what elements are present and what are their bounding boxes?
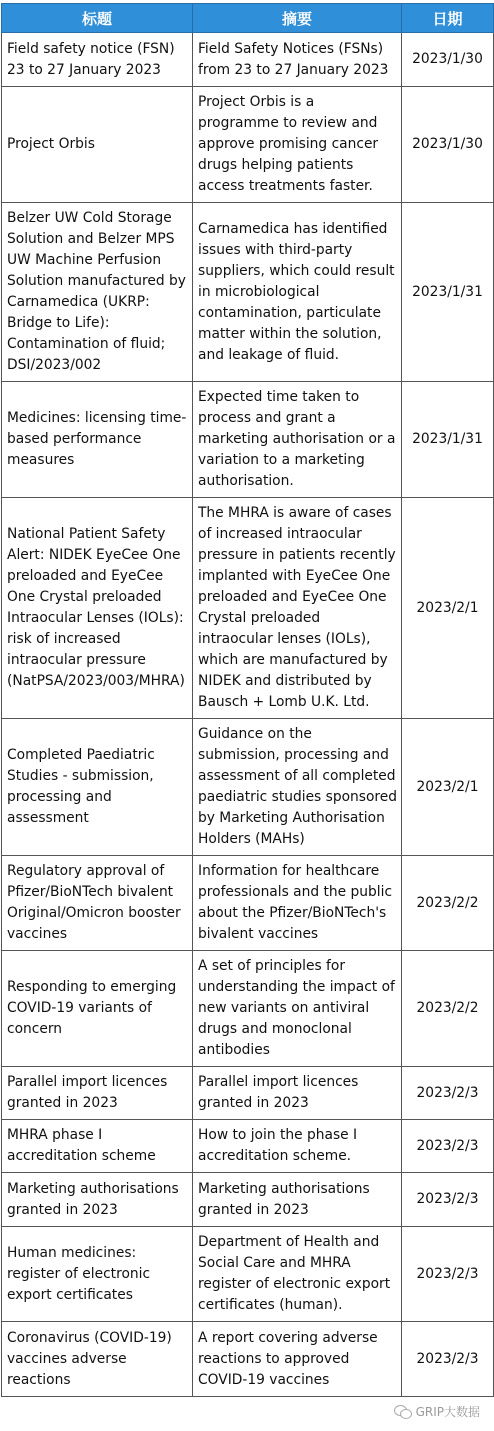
row-summary: Carnamedica has identified issues with third-party suppliers, which could result in microbiological contamination, particulate matter within the solution, and leakage of fluid. (193, 203, 402, 382)
row-date: 2023/2/3 (402, 1322, 494, 1397)
row-summary: Information for healthcare professionals and the public about the Pfizer/BioNTech's bivalent vaccines (193, 856, 402, 951)
row-title: Medicines: licensing time-based performance measures (2, 382, 193, 498)
column-header-date: 日期 (402, 4, 494, 33)
wechat-icon (394, 1405, 412, 1419)
row-title: Coronavirus (COVID-19) vaccines adverse reactions (2, 1322, 193, 1397)
row-date: 2023/2/3 (402, 1173, 494, 1227)
row-summary: A set of principles for understanding the impact of new variants on antiviral drugs and monoclonal antibodies (193, 951, 402, 1067)
table-row (2, 87, 494, 203)
row-summary: Field Safety Notices (FSNs) from 23 to 27 January 2023 (193, 33, 402, 87)
row-title: Completed Paediatric Studies - submission, processing and assessment (2, 719, 193, 856)
row-title: Belzer UW Cold Storage Solution and Belzer MPS UW Machine Perfusion Solution manufactured by Carnamedica (UKRP: Bridge to Life): Contamination of fluid; DSI/2023/002 (2, 203, 193, 382)
row-summary: Parallel import licences granted in 2023 (193, 1067, 402, 1120)
table-row (2, 1120, 494, 1173)
row-title: MHRA phase I accreditation scheme (2, 1120, 193, 1173)
row-date: 2023/2/1 (402, 498, 494, 719)
row-summary: Guidance on the submission, processing and assessment of all completed paediatric studies sponsored by Marketing Authorisation Holders (MAHs) (193, 719, 402, 856)
watermark (394, 1403, 480, 1420)
row-title: Parallel import licences granted in 2023 (2, 1067, 193, 1120)
table-row (2, 382, 494, 498)
row-title: Responding to emerging COVID-19 variants of concern (2, 951, 193, 1067)
row-date: 2023/1/30 (402, 87, 494, 203)
row-date: 2023/2/2 (402, 856, 494, 951)
table-row (2, 719, 494, 856)
row-date: 2023/2/1 (402, 719, 494, 856)
row-title: Human medicines: register of electronic export certificates (2, 1227, 193, 1322)
row-title: National Patient Safety Alert: NIDEK EyeCee One preloaded and EyeCee One Crystal preloaded Intraocular Lenses (IOLs): risk of increased intraocular pressure (NatPSA/2023/003/MHRA) (2, 498, 193, 719)
table-row (2, 1067, 494, 1120)
table-row (2, 33, 494, 87)
watermark-text: GRIP大数据 (415, 1405, 480, 1419)
row-summary: Project Orbis is a programme to review and approve promising cancer drugs helping patients access treatments faster. (193, 87, 402, 203)
announcements-table (1, 3, 494, 1397)
row-title: Project Orbis (2, 87, 193, 203)
column-header-summary: 摘要 (193, 4, 402, 33)
row-title: Field safety notice (FSN) 23 to 27 January 2023 (2, 33, 193, 87)
header-row (2, 4, 494, 33)
column-header-title: 标题 (2, 4, 193, 33)
table-row (2, 498, 494, 719)
row-summary: A report covering adverse reactions to approved COVID-19 vaccines (193, 1322, 402, 1397)
row-summary: How to join the phase I accreditation scheme. (193, 1120, 402, 1173)
row-summary: Marketing authorisations granted in 2023 (193, 1173, 402, 1227)
row-date: 2023/1/31 (402, 203, 494, 382)
row-summary: The MHRA is aware of cases of increased intraocular pressure in patients recently implanted with EyeCee One preloaded and EyeCee One Crystal preloaded intraocular lenses (IOLs), which are manufactured by NIDEK and distributed by Bausch + Lomb U.K. Ltd. (193, 498, 402, 719)
row-date: 2023/2/3 (402, 1067, 494, 1120)
row-date: 2023/2/2 (402, 951, 494, 1067)
row-date: 2023/1/31 (402, 382, 494, 498)
table-row (2, 856, 494, 951)
row-title: Regulatory approval of Pfizer/BioNTech bivalent Original/Omicron booster vaccines (2, 856, 193, 951)
row-summary: Department of Health and Social Care and MHRA register of electronic export certificates (human). (193, 1227, 402, 1322)
table-row (2, 951, 494, 1067)
table-row (2, 1322, 494, 1397)
table-row (2, 1227, 494, 1322)
row-date: 2023/2/3 (402, 1120, 494, 1173)
row-date: 2023/2/3 (402, 1227, 494, 1322)
row-date: 2023/1/30 (402, 33, 494, 87)
row-summary: Expected time taken to process and grant a marketing authorisation or a variation to a marketing authorisation. (193, 382, 402, 498)
table-row (2, 1173, 494, 1227)
table-row (2, 203, 494, 382)
row-title: Marketing authorisations granted in 2023 (2, 1173, 193, 1227)
